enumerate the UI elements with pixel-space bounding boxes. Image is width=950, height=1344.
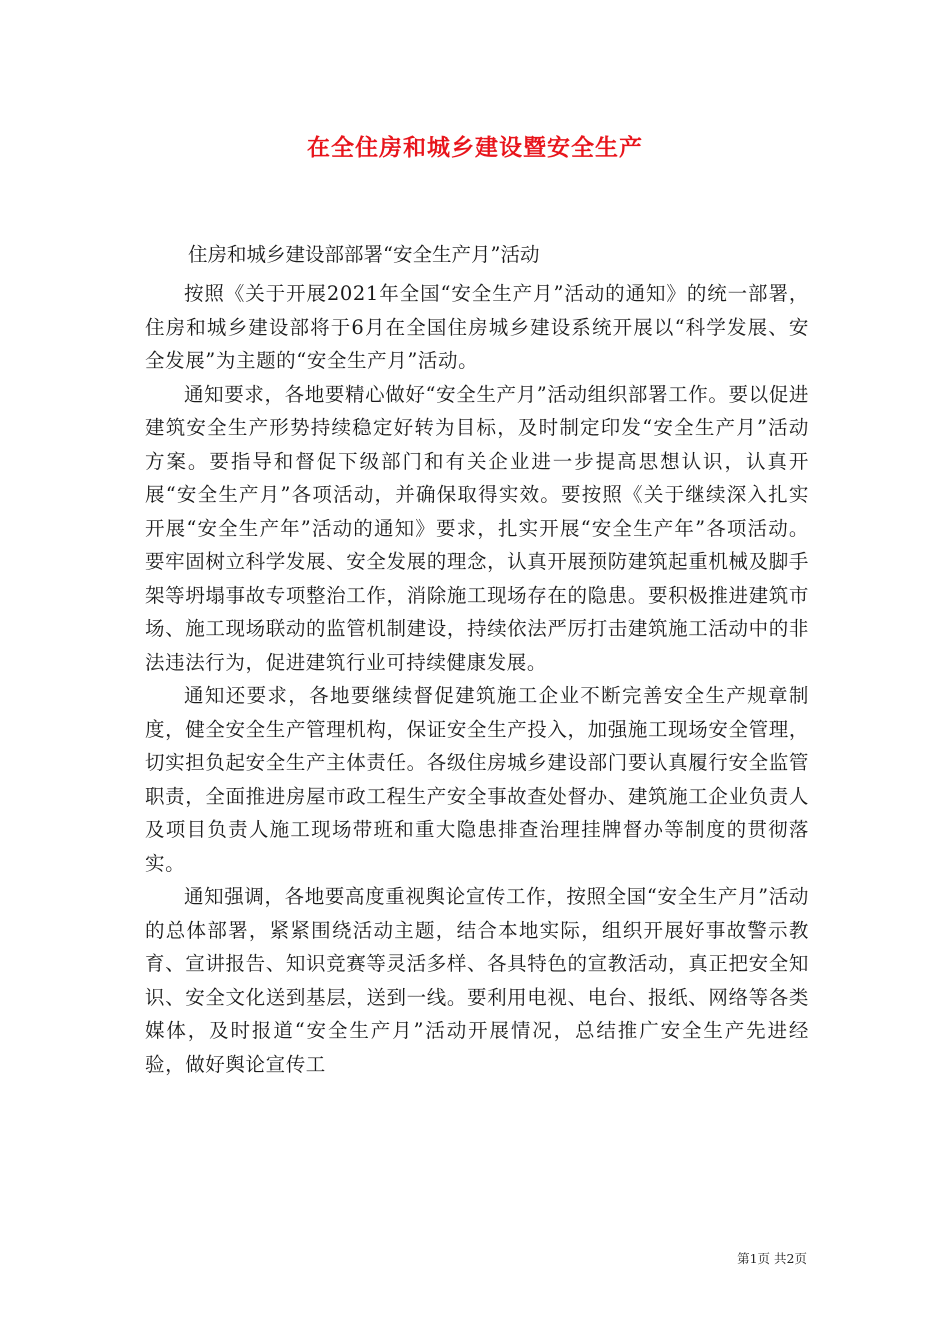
document-subtitle: 住房和城乡建设部部署“安全生产月”活动	[188, 243, 540, 266]
paragraph-2: 通知要求，各地要精心做好“安全生产月”活动组织部署工作。要以促进建筑安全生产形势持续稳定好转为目标，及时制定印发“安全生产月”活动方案。要指导和督促下级部门和有关企业进一步提高思想认识，认真开展“安全生产月”各项活动，并确保取得实效。要按照《关于继续深入扎实开展“安全生产年”活动的通知》要求，扎实开展“安全生产年”各项活动。要牢固树立科学发展、安全发展的理念，认真开展预防建筑起重机械及脚手架等坍塌事故专项整治工作，消除施工现场存在的隐患。要积极推进建筑市场、施工现场联动的监管机制建设，持续依法严厉打击建筑施工活动中的非法违法行为，促进建筑行业可持续健康发展。	[145, 382, 809, 674]
page-number: 第1页 共2页	[737, 1251, 807, 1266]
paragraph-4: 通知强调，各地要高度重视舆论宣传工作，按照全国“安全生产月”活动的总体部署，紧紧围绕活动主题，结合本地实际，组织开展好事故警示教育、宣讲报告、知识竞赛等灵活多样、各具特色的宣教活动，真正把安全知识、安全文化送到基层，送到一线。要利用电视、电台、报纸、网络等各类媒体，及时报道“安全生产月”活动开展情况，总结推广安全生产先进经验，做好舆论宣传工	[145, 885, 809, 1076]
document-body	[145, 277, 809, 1081]
paragraph-3: 通知还要求，各地要继续督促建筑施工企业不断完善安全生产规章制度，健全安全生产管理机构，保证安全生产投入，加强施工现场安全管理，切实担负起安全生产主体责任。各级住房城乡建设部门要认真履行安全监管职责，全面推进房屋市政工程生产安全事故查处督办、建筑施工企业负责人及项目负责人施工现场带班和重大隐患排查治理挂牌督办等制度的贯彻落实。	[145, 684, 809, 875]
document-title: 在全住房和城乡建设暨安全生产	[307, 134, 643, 161]
paragraph-1: 按照《关于开展2021年全国“安全生产月”活动的通知》的统一部署，住房和城乡建设部将于6月在全国住房城乡建设系统开展以“科学发展、安全发展”为主题的“安全生产月”活动。	[145, 282, 809, 372]
